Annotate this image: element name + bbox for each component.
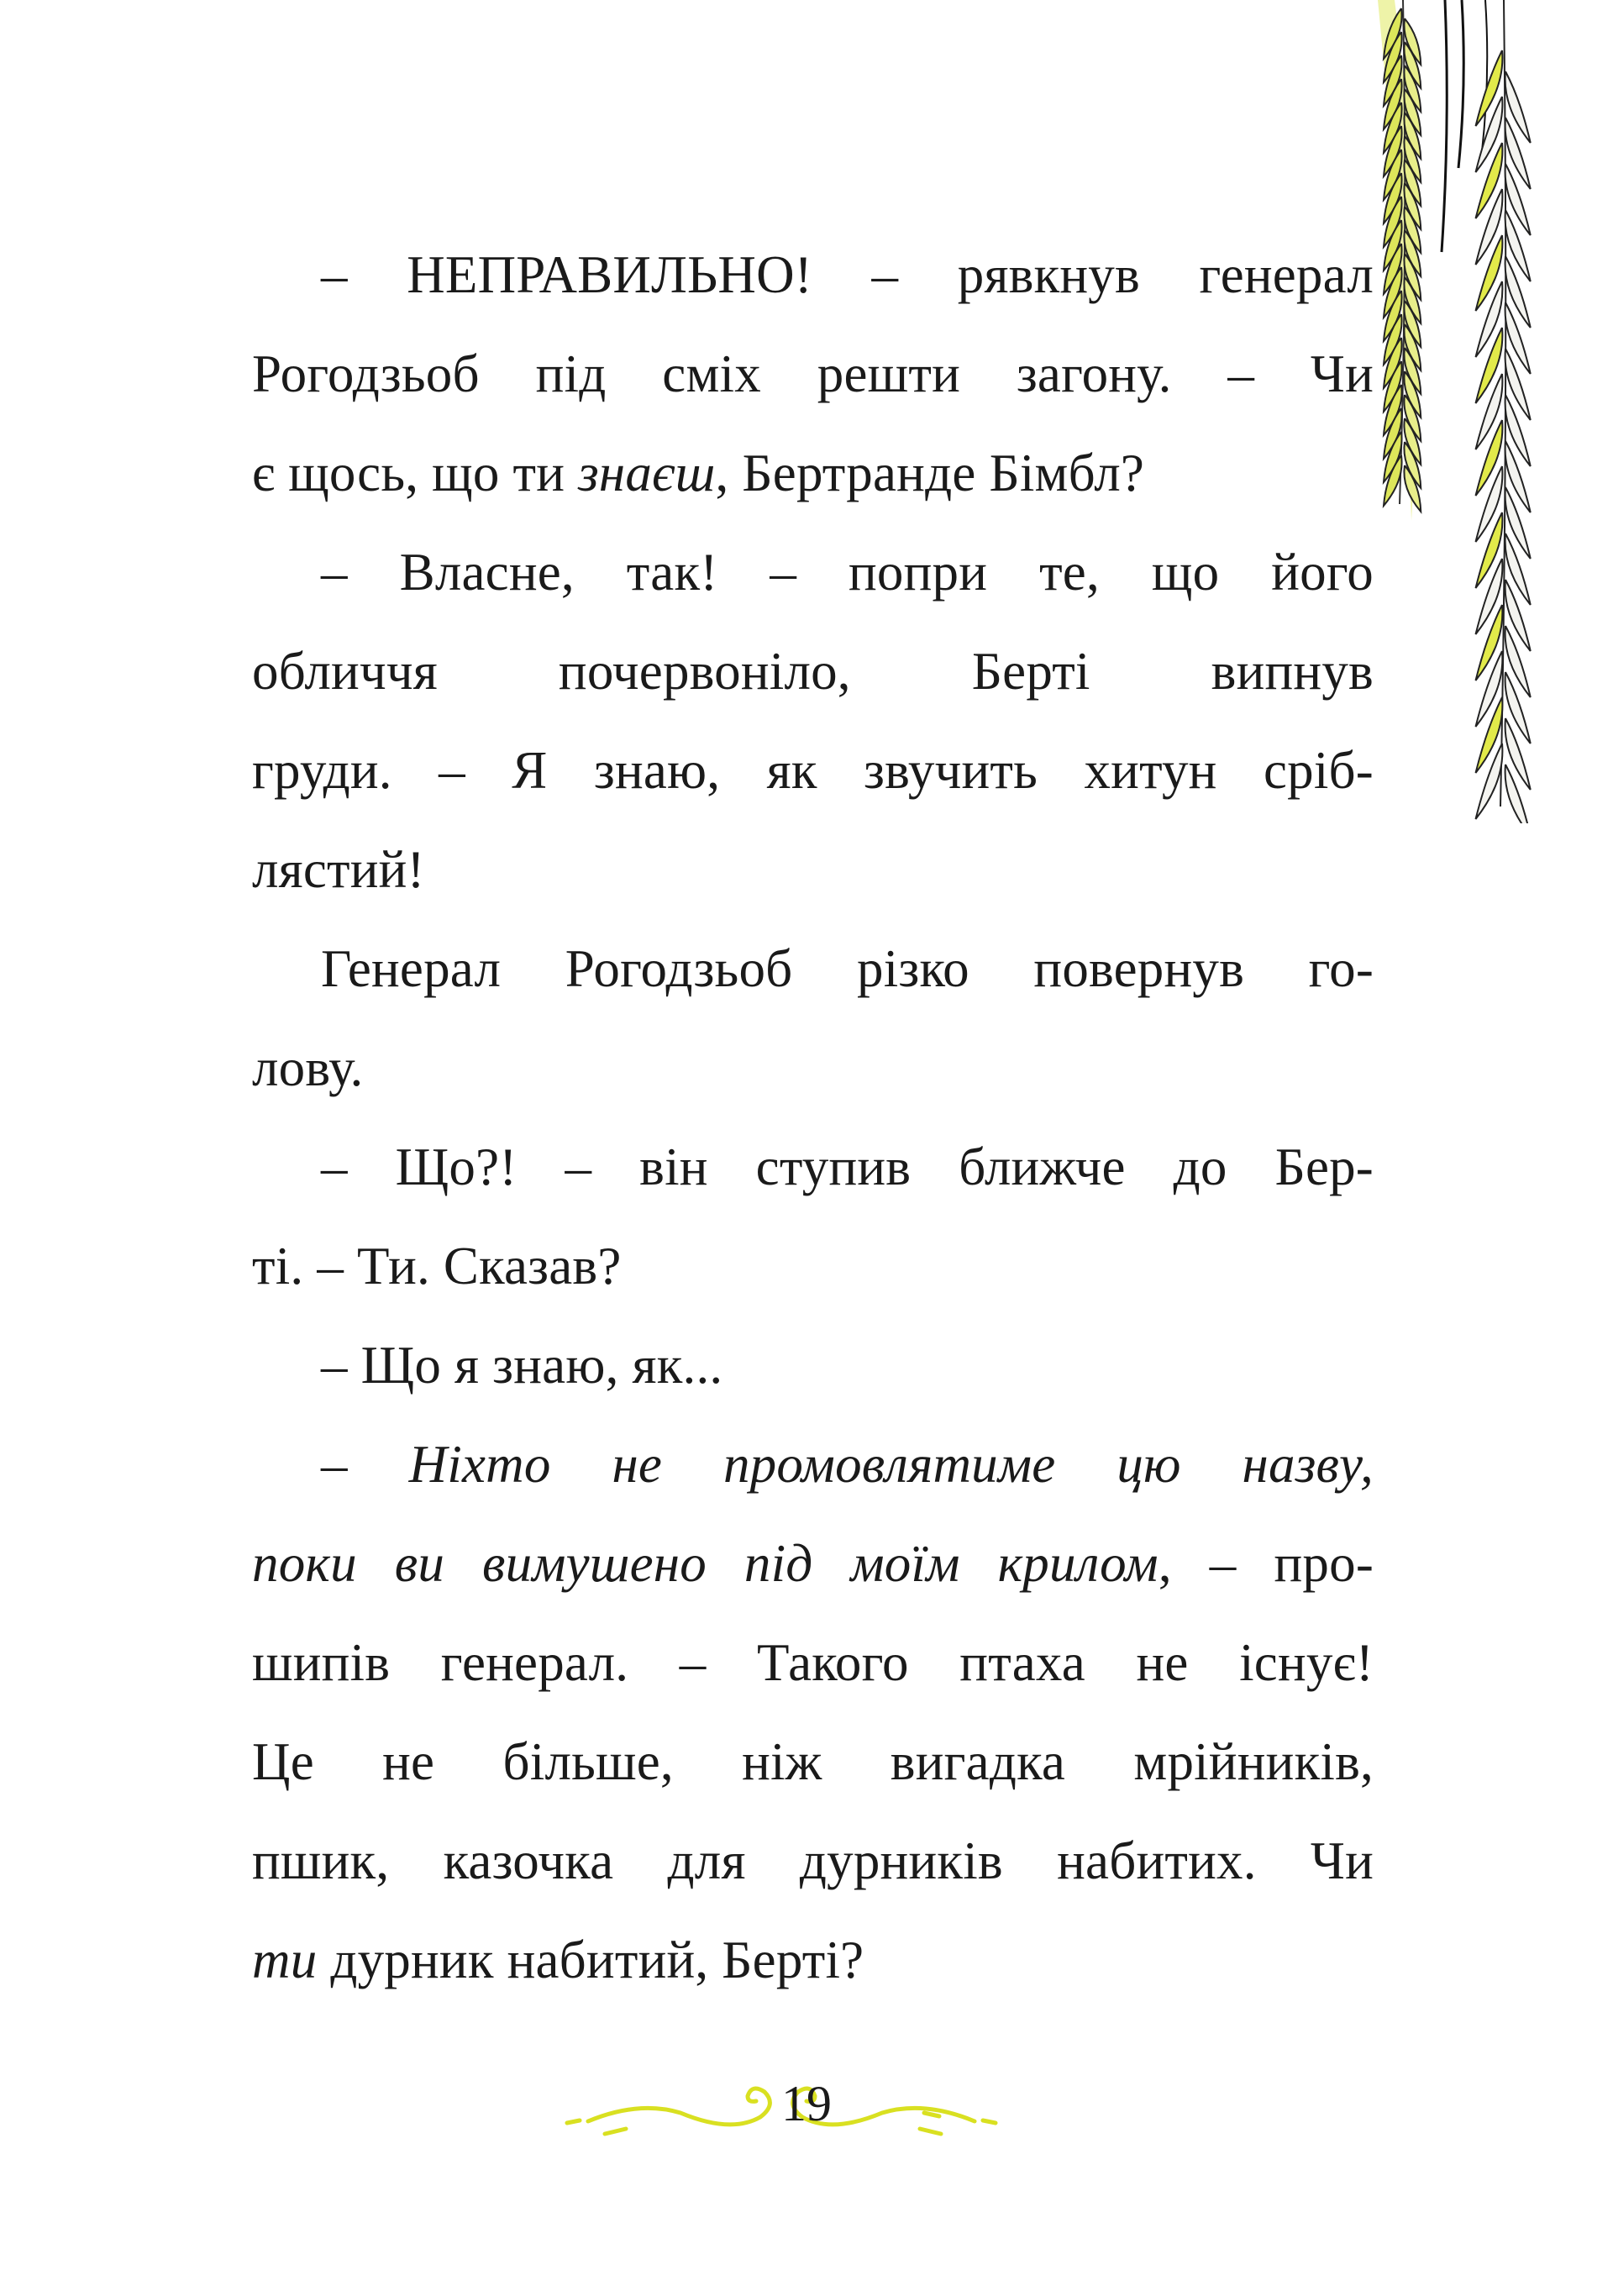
text-segment: груди. – Я знаю, як звучить хитун сріб- [252, 741, 1374, 800]
text-line [252, 919, 1374, 1018]
text-segment: пшик, казочка для дурників набитих. Чи [252, 1831, 1374, 1890]
text-segment: є щось, що ти [252, 444, 579, 502]
text-line [252, 225, 1374, 324]
text-segment: ті. – Ти. Сказав? [252, 1237, 622, 1295]
text-segment: обличчя почервоніло, Берті випнув [252, 642, 1374, 701]
page-number: 19 [781, 2076, 832, 2131]
text-segment: лястий! [252, 840, 425, 899]
italic-text: знаєш [578, 444, 716, 502]
italic-text: Ніхто не промовлятиме цю назву, [408, 1435, 1374, 1494]
text-line [252, 1712, 1374, 1811]
text-line [252, 324, 1374, 423]
body-text [252, 225, 1374, 2010]
text-line [252, 1216, 1374, 1316]
text-line [252, 1415, 1374, 1514]
text-line [252, 523, 1374, 622]
text-line [252, 1018, 1374, 1117]
italic-text: поки ви вимушено під моїм крилом [252, 1534, 1159, 1593]
text-segment: лову. [252, 1038, 364, 1097]
text-segment: , – про- [1158, 1534, 1374, 1593]
text-line [252, 1811, 1374, 1910]
text-line [252, 1514, 1374, 1613]
text-segment: шипів генерал. – Такого птаха не існує! [252, 1633, 1374, 1692]
willow-leaves-illustration [1378, 0, 1613, 823]
text-segment: – Що я знаю, як... [321, 1336, 723, 1395]
text-line [252, 423, 1374, 523]
text-segment: Це не більше, ніж вигадка мрійників, [252, 1732, 1374, 1791]
text-line [252, 1613, 1374, 1712]
text-line [252, 1316, 1374, 1415]
text-segment: – [321, 1435, 409, 1494]
text-line [252, 820, 1374, 919]
text-segment: Генерал Рогодзьоб різко повернув го- [321, 939, 1374, 998]
text-segment: – Власне, так! – попри те, що його [321, 543, 1374, 602]
text-segment: – Що?! – він ступив ближче до Бер- [321, 1137, 1374, 1196]
text-line [252, 622, 1374, 721]
text-line [252, 1117, 1374, 1216]
text-segment: дурник набитий, Берті? [317, 1931, 864, 1989]
text-segment: – НЕПРАВИЛЬНО! – рявкнув генерал [321, 245, 1374, 304]
text-segment: , Бертранде Бімбл? [715, 444, 1145, 502]
text-line [252, 1910, 1374, 2010]
italic-text: ти [252, 1931, 318, 1989]
text-line [252, 721, 1374, 820]
text-segment: Рогодзьоб під сміх решти загону. – Чи [252, 344, 1374, 403]
